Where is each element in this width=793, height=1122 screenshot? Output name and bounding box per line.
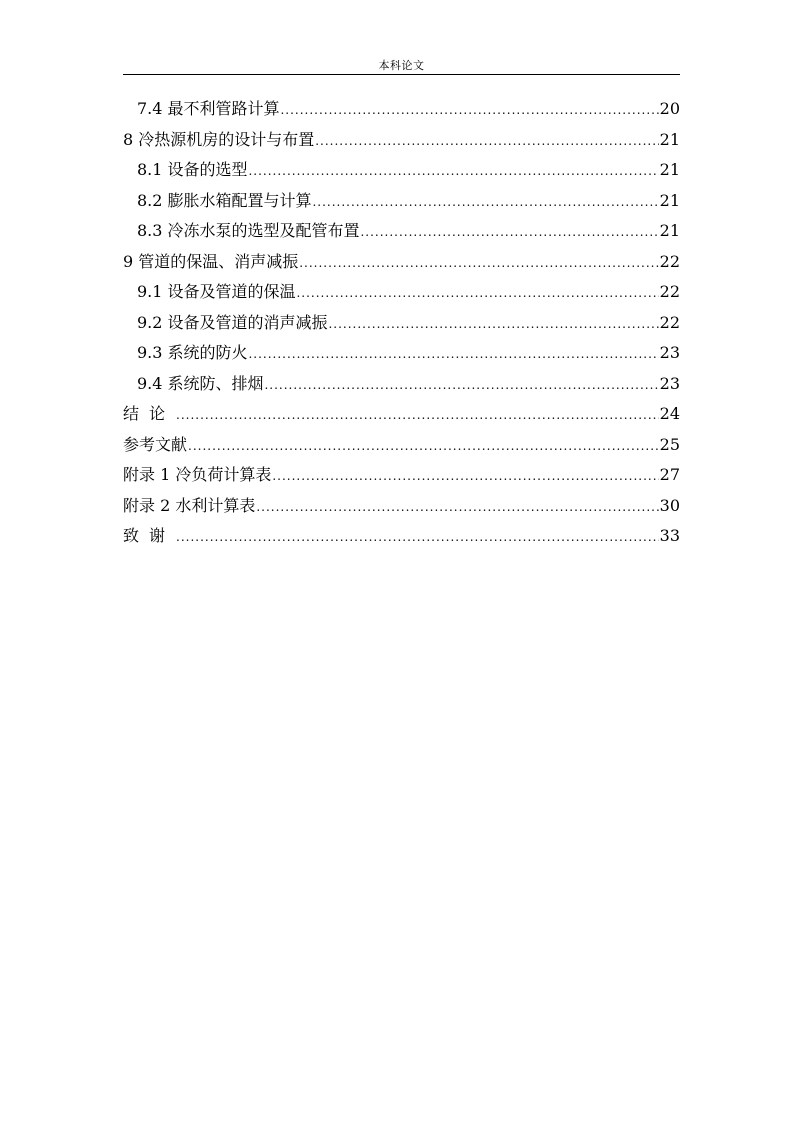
toc-entry-page: 20: [659, 99, 680, 118]
toc-entry-page: 21: [659, 221, 680, 240]
toc-dot-leader: [360, 217, 658, 247]
toc-entry-7-4[interactable]: [123, 94, 680, 125]
toc-entry-title: 结论: [123, 404, 176, 423]
toc-entry-conclusion[interactable]: [123, 399, 680, 430]
toc-entry-number: 9: [123, 251, 134, 271]
toc-entry-title: 管道的保温、消声减振: [138, 251, 299, 271]
toc-dot-leader: [328, 309, 658, 339]
toc-entry-title: 设备及管道的消声减振: [167, 312, 328, 332]
toc-entry-9[interactable]: [123, 247, 680, 278]
toc-entry-8-2[interactable]: [123, 186, 680, 217]
toc-entry-page: 23: [659, 343, 680, 362]
toc-entry-number: 8.1: [137, 160, 163, 179]
toc-entry-number: 8: [123, 129, 134, 149]
toc-entry-appendix-1[interactable]: [123, 460, 680, 491]
toc-entry-9-4[interactable]: [123, 369, 680, 400]
toc-entry-appendix-2[interactable]: [123, 491, 680, 522]
toc-dot-leader: [176, 400, 659, 430]
toc-dot-leader: [296, 278, 658, 308]
toc-entry-9-2[interactable]: [123, 308, 680, 339]
toc-dot-leader: [299, 248, 658, 278]
toc-entry-acknowledgements[interactable]: [123, 521, 680, 552]
toc-dot-leader: [188, 431, 659, 461]
toc-entry-8-3[interactable]: [123, 216, 680, 247]
toc-entry-title: 致谢: [123, 526, 176, 545]
toc-entry-9-3[interactable]: [123, 338, 680, 369]
toc-dot-leader: [272, 461, 658, 491]
toc-entry-8[interactable]: [123, 125, 680, 156]
toc-entry-title: 系统防、排烟: [167, 373, 264, 393]
page-header: [123, 54, 680, 75]
toc-entry-title: 参考文献: [123, 434, 188, 454]
toc-entry-references[interactable]: [123, 430, 680, 461]
toc-entry-number: 9.4: [137, 373, 163, 393]
toc-entry-title: 最不利管路计算: [167, 99, 280, 118]
toc-entry-page: 33: [659, 526, 680, 545]
toc-entry-title: 设备及管道的保温: [167, 282, 296, 301]
toc-entry-title: 冷热源机房的设计与布置: [138, 129, 315, 149]
toc-dot-leader: [256, 492, 658, 522]
toc-dot-leader: [248, 339, 658, 369]
toc-dot-leader: [176, 522, 659, 552]
toc-entry-title: 系统的防火: [167, 343, 248, 362]
toc-entry-number: 9.1: [137, 282, 163, 301]
toc-entry-page: 21: [659, 160, 680, 179]
header-title: 本科论文: [378, 59, 425, 72]
table-of-contents: [123, 94, 680, 552]
toc-entry-title: 冷冻水泵的选型及配管布置: [167, 221, 360, 240]
toc-entry-title: 附录 1 冷负荷计算表: [123, 465, 272, 484]
toc-entry-page: 25: [659, 434, 680, 454]
toc-dot-leader: [280, 95, 658, 125]
toc-entry-page: 21: [659, 129, 680, 149]
toc-entry-number: 7.4: [137, 99, 163, 118]
toc-entry-title: 设备的选型: [167, 160, 248, 179]
toc-entry-number: 9.3: [137, 343, 163, 362]
toc-entry-page: 22: [659, 251, 680, 271]
toc-entry-page: 22: [659, 312, 680, 332]
toc-entry-title: 附录 2 水利计算表: [123, 495, 256, 515]
toc-entry-title: 膨胀水箱配置与计算: [167, 190, 312, 210]
toc-entry-8-1[interactable]: [123, 155, 680, 186]
toc-entry-9-1[interactable]: [123, 277, 680, 308]
toc-dot-leader: [312, 187, 658, 217]
toc-dot-leader: [248, 156, 658, 186]
toc-dot-leader: [264, 370, 658, 400]
toc-entry-page: 23: [659, 373, 680, 393]
toc-entry-page: 21: [659, 190, 680, 210]
toc-entry-page: 22: [659, 282, 680, 301]
toc-entry-number: 8.3: [137, 221, 163, 240]
toc-entry-number: 8.2: [137, 190, 163, 210]
toc-entry-number: 9.2: [137, 312, 163, 332]
toc-entry-page: 30: [659, 495, 680, 515]
toc-entry-page: 24: [659, 404, 680, 423]
toc-entry-page: 27: [659, 465, 680, 484]
toc-dot-leader: [315, 126, 658, 156]
